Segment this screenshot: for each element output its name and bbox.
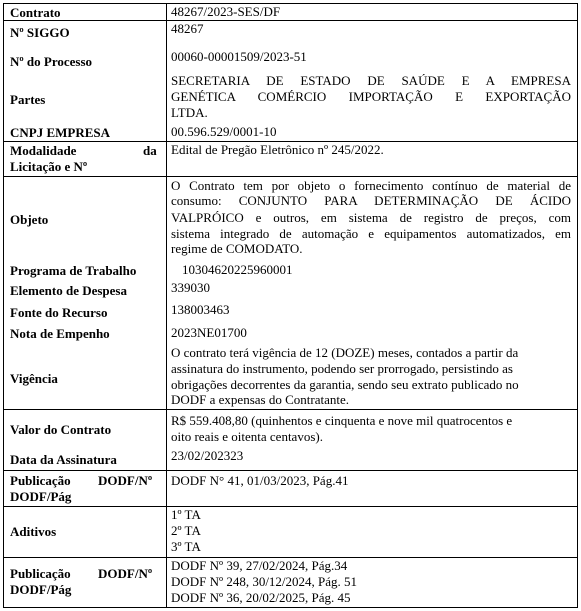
value-publicacao-2-line: DODF Nº 36, 20/02/2025, Pág. 45	[171, 590, 351, 605]
table-border-top	[3, 3, 578, 4]
label-assinatura: Data da Assinatura	[10, 452, 117, 467]
value-publicacao-2-line: DODF Nº 39, 27/02/2024, Pág.34	[171, 558, 348, 573]
label-modalidade-da: da	[143, 143, 157, 158]
value-valor-line: R$ 559.408,80 (quinhentos e cinquenta e nove mil quatrocentos e	[171, 413, 513, 428]
value-partes-line: GENÉTICA COMÉRCIO IMPORTAÇÃO E EXPORTAÇÃO	[171, 89, 571, 104]
row-divider	[3, 20, 578, 21]
column-divider	[166, 3, 167, 608]
value-vigencia-line: assinatura do instrumento, podendo ser prorrogado, persistindo as	[171, 361, 513, 376]
value-vigencia-line: DODF a expensas do Contratante.	[171, 392, 349, 407]
table-border-right	[577, 3, 578, 608]
label-publicacao-2: Publicação	[10, 566, 71, 581]
label-empenho: Nota de Empenho	[10, 326, 110, 341]
value-publicacao-2-line: DODF Nº 248, 30/12/2024, Pág. 51	[171, 574, 358, 589]
value-objeto-line: O Contrato tem por objeto o fornecimento contínuo de material de	[171, 178, 571, 193]
label-contrato: Contrato	[10, 5, 61, 20]
label-objeto: Objeto	[10, 212, 49, 227]
value-valor-line: oito reais e oitenta centavos).	[171, 429, 323, 444]
table-border-left	[3, 3, 4, 608]
value-cnpj: 00.596.529/0001-10	[171, 124, 277, 139]
label-publicacao-2-pag: DODF/Pág	[10, 582, 72, 597]
value-objeto-line: consumo: CONJUNTO PARA DETERMINAÇÃO DE ÁCIDO	[171, 193, 571, 208]
label-elemento: Elemento de Despesa	[10, 283, 127, 298]
label-partes: Partes	[10, 92, 46, 107]
label-aditivos: Aditivos	[10, 524, 57, 539]
value-programa: 10304620225960001	[182, 262, 293, 277]
label-programa: Programa de Trabalho	[10, 263, 137, 278]
value-processo: 00060-00001509/2023-51	[171, 49, 307, 64]
row-divider	[3, 409, 578, 410]
label-siggo: Nº SIGGO	[10, 25, 70, 40]
value-objeto-line: VALPRÓICO e outros, em sistema de registro de preços, com	[171, 210, 571, 225]
value-elemento: 339030	[171, 280, 210, 295]
row-divider	[3, 176, 578, 177]
value-aditivo: 3º TA	[171, 539, 201, 554]
table-border-bottom	[3, 607, 578, 608]
label-publicacao-1-pag: DODF/Pág	[10, 489, 72, 504]
label-vigencia: Vigência	[10, 371, 58, 386]
value-objeto-line: sistema integrado de automação e equipamentos automatizados, em	[171, 226, 571, 241]
label-licitacao: Licitação e Nº	[10, 159, 88, 174]
value-aditivo: 2º TA	[171, 523, 201, 538]
value-vigencia-line: O contrato terá vigência de 12 (DOZE) meses, contados a partir da	[171, 345, 519, 360]
value-fonte: 138003463	[171, 302, 230, 317]
label-fonte: Fonte do Recurso	[10, 305, 108, 320]
value-objeto-line: regime de COMODATO.	[171, 241, 303, 256]
label-cnpj: CNPJ EMPRESA	[10, 125, 111, 140]
label-publicacao-1: Publicação	[10, 473, 71, 488]
value-aditivo: 1º TA	[171, 507, 201, 522]
row-divider	[3, 470, 578, 471]
value-siggo: 48267	[171, 21, 204, 36]
label-publicacao-1-dodf: DODF/Nº	[98, 473, 153, 488]
label-modalidade: Modalidade	[10, 143, 77, 158]
value-empenho: 2023NE01700	[171, 325, 247, 340]
value-modalidade: Edital de Pregão Eletrônico nº 245/2022.	[171, 142, 384, 157]
label-valor: Valor do Contrato	[10, 422, 112, 437]
value-vigencia-line: obrigações decorrentes da garantia, sendo seu extrato publicado no	[171, 377, 519, 392]
value-publicacao-1: DODF N° 41, 01/03/2023, Pág.41	[171, 473, 349, 488]
value-partes-line: SECRETARIA DE ESTADO DE SAÚDE E A EMPRESA	[171, 73, 571, 88]
label-processo: Nº do Processo	[10, 54, 93, 69]
value-assinatura: 23/02/202323	[171, 448, 244, 463]
label-publicacao-2-dodf: DODF/Nº	[98, 566, 153, 581]
row-divider	[3, 506, 578, 507]
value-partes-line: LTDA.	[171, 105, 208, 120]
value-contrato: 48267/2023-SES/DF	[171, 4, 281, 19]
